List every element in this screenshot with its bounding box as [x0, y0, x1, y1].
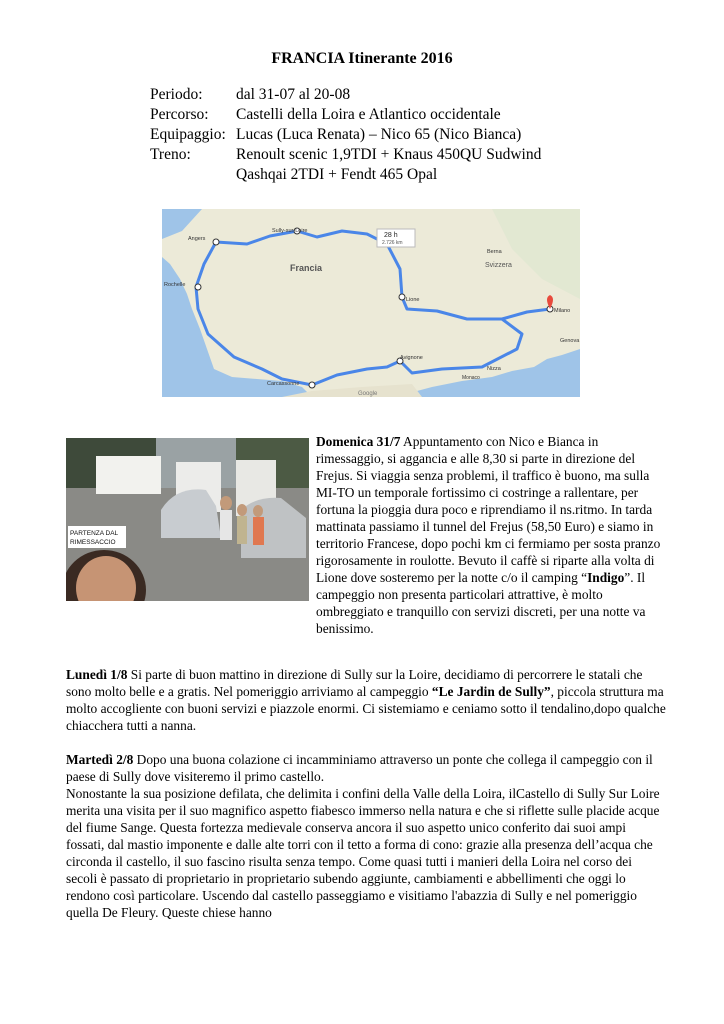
route-distance: 2.726 km	[382, 240, 403, 246]
route-map	[162, 209, 580, 397]
info-label: Percorso:	[150, 106, 209, 123]
map-label-city: Genova	[560, 338, 580, 344]
entry-text: Nonostante la sua posizione defilata, che delimita i confini della Valle della Loira, ilCastello di Sully Sur Loire merita una visita per il suo magnifico aspetto fiabesco immerso nella natura e che si riflette sulle placide acque del fiume Sange. Questa fortezza medievale conserva ancora il suo aspetto unico conferito dai suoi ampi fossati, dal mastio imponente e dalle alte torri con il tetto a forma di cono: grazie alla presenza dell’acqua che circonda il castello, il suo fascino risulta senza tempo. Come quasi tutti i manieri della Loira nel corso dei secoli è passato di proprietario in proprietario subendo aggiunte, cambiamenti e abbellimenti che oggi lo rendono così particolare. Uscendo dal castello passeggiamo e visitiamo l'abazzia di Sully e nel pomeriggio quella De Fleury. Queste chiese hanno	[66, 786, 660, 920]
map-label-country: Francia	[290, 263, 323, 273]
stop-angers	[213, 239, 219, 245]
entry-text: Dopo una buona colazione ci incamminiamo attraverso un ponte che collega il campeggio con il paese di Sully dove visiteremo il primo castello.	[66, 752, 653, 784]
entry-day: Martedì 2/8	[66, 752, 134, 767]
entry-highlight: Indigo	[587, 570, 625, 585]
map-label-city: Angers	[188, 236, 206, 242]
entry-text: ”. Il campeggio non presenta particolari attrattive, è molto ombreggiato e tranquillo con servizi discreti, per una notte va benissimo.	[316, 570, 646, 636]
photo-caption: PARTENZA DAL	[70, 530, 119, 537]
entry-highlight: “Le Jardin de Sully”	[431, 684, 551, 699]
map-credit: Google	[358, 391, 378, 397]
info-row-train	[150, 145, 541, 165]
stop-lione	[399, 294, 405, 300]
document-title: FRANCIA Itinerante 2016	[271, 50, 453, 67]
photo-caption: RIMESSACCIO	[70, 539, 116, 546]
diary-entry-sunday	[316, 433, 661, 637]
stop-carcassonne	[309, 382, 315, 388]
route-duration: 28 h	[384, 232, 398, 239]
person	[237, 516, 247, 544]
info-label	[150, 165, 236, 185]
route-map-graphic	[162, 209, 580, 397]
person	[220, 510, 232, 540]
info-value: Castelli della Loira e Atlantico occidentale	[236, 106, 501, 123]
map-label-city: Nizza	[487, 366, 501, 372]
departure-photo	[66, 438, 309, 601]
diary-entry-monday	[66, 666, 666, 734]
info-value: Qashqai 2TDI + Fendt 465 Opal	[236, 166, 438, 183]
trip-info	[150, 85, 541, 185]
info-value: Lucas (Luca Renata) – Nico 65 (Nico Bianca)	[236, 126, 522, 143]
map-label-city: Rochelle	[164, 282, 186, 288]
info-row-route	[150, 105, 541, 125]
entry-text: , piccola struttura ma molto accogliente con buoni servizi e piazzole enormi. Ci sistemiamo e ceniamo sotto il tendalino,dopo qualche chiacchera tutti a nanna.	[66, 684, 666, 733]
map-label-city: Milano	[554, 308, 571, 314]
entry-day: Lunedì 1/8	[66, 667, 128, 682]
caravan	[96, 456, 161, 494]
entry-day: Domenica 31/7	[316, 434, 401, 449]
entry-text: Si parte di buon mattino in direzione di Sully sur la Loire, decidiamo di percorrere le statali che sono molto belle e a gratis. Nel pomeriggio arriviamo al campeggio	[66, 667, 643, 699]
person	[253, 517, 264, 545]
departure-photo-graphic	[66, 438, 309, 601]
info-label: Equipaggio:	[150, 126, 226, 143]
diary-entry-tuesday	[66, 751, 666, 921]
info-row-train-2	[150, 165, 541, 185]
map-label-city: Carcassonne	[267, 381, 300, 387]
person	[253, 505, 263, 517]
map-label-country: Svizzera	[485, 262, 512, 269]
info-label: Treno:	[150, 146, 191, 163]
info-row-crew	[150, 125, 541, 145]
map-label-city: Monaco	[462, 375, 480, 381]
map-label-city: Avignone	[400, 355, 423, 361]
map-label-city: Berna	[487, 249, 502, 255]
person	[237, 504, 247, 516]
map-label-city: Lione	[406, 297, 420, 303]
info-label: Periodo:	[150, 86, 203, 103]
map-label-city: Sully-sur-Loire	[272, 228, 308, 234]
info-value: dal 31-07 al 20-08	[236, 86, 351, 103]
entry-text: Appuntamento con Nico e Bianca in rimessaggio, si aggancia e alle 8,30 si parte in direzione del Frejus. Si viaggia senza problemi, il traffico è buono, ma sulla MI-TO un temporale fortissimo ci costringe a rallentare, per fortuna la pioggia dura poco e riprendiamo il ns.ritmo. In tarda mattinata passiamo il tunnel del Frejus (58,50 Euro) e siamo in territorio Francese, dopo pochi km ci fermiamo per sosta pranzo rigorosamente in roulotte. Bevuto il caffè si riparte alla volta di Lione dove sosteremo per la notte c/o il camping “	[316, 434, 661, 585]
info-value: Renoult scenic 1,9TDI + Knaus 450QU Sudwind	[236, 146, 542, 163]
person	[220, 496, 232, 510]
stop-rochelle	[195, 284, 201, 290]
info-row-period	[150, 85, 541, 105]
